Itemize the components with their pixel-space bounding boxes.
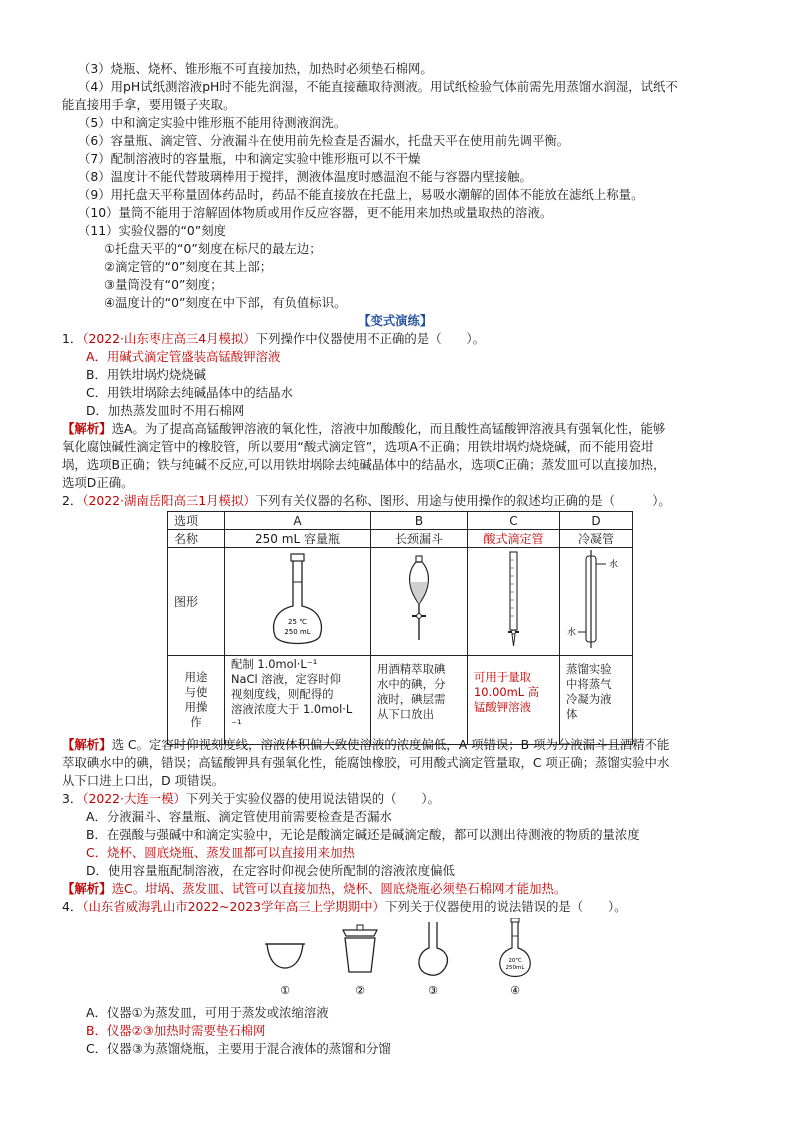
use-d <box>560 656 633 745</box>
water-out-label: 水 <box>609 560 619 570</box>
q4-number: 4． <box>62 899 83 914</box>
zero-mark-3: ③量筒没有“0”刻度； <box>104 277 223 292</box>
q3-option-a: A．分液漏斗、容量瓶、滴定管使用前需要检查是否漏水 <box>86 809 392 824</box>
q2-source: （2022·湖南岳阳高三1月模拟） <box>82 493 256 508</box>
q1-analysis-2: 氧化腐蚀碱性滴定管中的橡胶管，所以要用“酸式滴定管”，选项A不正确；用铁坩埚灼烧烧碱，而不能用瓷坩 <box>62 439 654 454</box>
q4-stem: 下列关于仪器使用的说法错误的是（ ）。 <box>384 899 627 914</box>
flask4-label-temp: 20℃ <box>508 958 522 964</box>
q2-stem-line <box>62 493 671 509</box>
water-in-label: 水 <box>567 628 577 638</box>
note-11: （11）实验仪器的“0”刻度 <box>78 223 227 238</box>
use-label-3: 用操 <box>184 700 208 714</box>
use-b-line: 用酒精萃取碘 <box>377 662 446 676</box>
note-6: （6）容量瓶、滴定管、分液漏斗在使用前先检查是否漏水，托盘天平在使用前先调平衡。 <box>78 133 570 148</box>
q1-analysis-1 <box>62 421 665 437</box>
note-10: （10）量筒不能用于溶解固体物质或用作反应容器，更不能用来加热或量取热的溶液。 <box>78 205 553 220</box>
name-c: 酸式滴定管 <box>468 530 560 548</box>
note-4b: 能直接用手拿，要用镊子夹取。 <box>62 97 236 112</box>
q1-analysis-3: 埚，选项B正确；铁与纯碱不反应,可以用铁坩埚除去纯碱晶体中的结晶水，选项C正确；蒸发皿可以直接加热， <box>62 457 666 472</box>
q4-stem-line <box>62 899 627 915</box>
col-c-header: C <box>468 512 560 530</box>
q1-option-b: B．用铁坩埚灼烧烧碱 <box>86 367 207 382</box>
use-a-line: NaCl 溶液，定容时仰 <box>231 672 341 686</box>
table-row-use <box>168 656 633 745</box>
q3-option-d: D．使用容量瓶配制溶液，在定容时仰视会使所配制的溶液浓度偏低 <box>86 863 455 878</box>
q1-number: 1． <box>62 331 83 346</box>
q4-source: （山东省威海乳山市2022~2023学年高三上学期期中） <box>82 899 385 914</box>
note-9: （9）用托盘天平称量固体药品时，药品不能直接放在托盘上，易吸水潮解的固体不能放在滤纸上称量。 <box>78 187 644 202</box>
q1-source: （2022·山东枣庄高三4月模拟） <box>82 331 256 346</box>
use-label-4: 作 <box>190 715 202 729</box>
table-row-option <box>168 512 633 530</box>
col-a-header: A <box>225 512 371 530</box>
q2-number: 2． <box>62 493 83 508</box>
q1-analysis-4: 选项D正确。 <box>62 475 134 490</box>
use-a-line: 溶液浓度大于 1.0mol·L <box>231 702 353 716</box>
q3-analysis-1 <box>62 881 566 897</box>
use-c-line: 可用于量取 <box>474 670 531 684</box>
burette-icon <box>474 548 553 652</box>
q3-analysis-text-1: 选C。坩埚、蒸发皿、试管可以直接加热，烧杯、圆底烧瓶必须垫石棉网才能加热。 <box>111 881 567 896</box>
q4-option-c: C．仪器③为蒸馏烧瓶，主要用于混合液体的蒸馏和分馏 <box>86 1041 391 1056</box>
note-3: （3）烧瓶、烧杯、锥形瓶不可直接加热，加热时必须垫石棉网。 <box>78 61 433 76</box>
section-title: 【变式演练】 <box>358 313 433 328</box>
crucible-icon <box>343 925 377 972</box>
use-d-line: 中将蒸气 <box>566 677 612 691</box>
q3-stem: 下列关于实验仪器的使用说法错误的（ ）。 <box>185 791 440 806</box>
figure-a-cell <box>225 548 371 656</box>
q1-option-d: D．加热蒸发皿时不用石棉网 <box>86 403 245 418</box>
round-bottom-flask-icon <box>419 922 447 975</box>
use-a-line: 配制 1.0mol·L⁻¹ <box>231 657 318 671</box>
flask4-label-vol: 250mL <box>505 965 525 971</box>
q3-option-c: C．烧杯、圆底烧瓶、蒸发皿都可以直接用来加热 <box>86 845 355 860</box>
name-a: 250 mL 容量瓶 <box>225 530 371 548</box>
figure-c-cell <box>468 548 560 656</box>
q1-option-a: A．用碱式滴定管盛装高锰酸钾溶液 <box>86 349 281 364</box>
q3-number: 3． <box>62 791 83 806</box>
use-c <box>468 656 560 745</box>
zero-mark-2: ②滴定管的“0”刻度在其上部； <box>104 259 273 274</box>
name-d: 冷凝管 <box>560 530 633 548</box>
separatory-funnel-icon <box>377 548 461 652</box>
q3-analysis-tag: 【解析】 <box>62 881 112 896</box>
use-c-line: 锰酸钾溶液 <box>474 700 531 714</box>
note-8: （8）温度计不能代替玻璃棒用于搅拌，测液体温度时感温泡不能与容器内壁接触。 <box>78 169 532 184</box>
use-b-line: 液时，碘层需 <box>377 692 446 706</box>
instrument-label-3: ③ <box>428 984 438 997</box>
use-d-line: 蒸馏实验 <box>566 662 612 676</box>
q1-analysis-text-1: 选A。为了提高高锰酸钾溶液的氧化性，溶液中加酸酸化，而且酸性高锰酸钾溶液具有强氧化性，能够 <box>111 421 666 436</box>
use-label-1: 用途 <box>184 670 208 684</box>
condenser-icon <box>566 548 626 652</box>
q4-option-b: B．仪器②③加热时需要垫石棉网 <box>86 1023 266 1038</box>
evaporating-dish-icon <box>265 944 305 968</box>
q1-stem: 下列操作中仪器使用不正确的是（ ）。 <box>255 331 485 346</box>
use-d-line: 体 <box>566 707 578 721</box>
note-7: （7）配制溶液时的容量瓶，中和滴定实验中锥形瓶可以不干燥 <box>78 151 421 166</box>
flask-a-label-temp: 25 ℃ <box>288 618 307 626</box>
q2-analysis-1 <box>62 737 669 753</box>
note-5: （5）中和滴定实验中锥形瓶不能用待测液润洗。 <box>78 115 347 130</box>
q3-stem-line <box>62 791 440 807</box>
q2-analysis-3: 从下口进上口出，D 项错误。 <box>62 773 225 788</box>
zero-mark-4: ④温度计的“0”刻度在中下部，有负值标识。 <box>104 295 347 310</box>
use-c-line: 10.00mL 高 <box>474 685 540 699</box>
row-label-figure: 图形 <box>168 548 225 656</box>
table-row-name <box>168 530 633 548</box>
q2-analysis-tag: 【解析】 <box>62 737 112 752</box>
q2-analysis-text-1: 选 C。定容时仰视刻度线，溶液体积偏大致使溶液的浓度偏低，A 项错误；B 项为分液漏斗且酒精不能 <box>111 737 670 752</box>
flask-a-label-vol: 250 mL <box>284 628 311 636</box>
q3-source: （2022·大连一模） <box>82 791 186 806</box>
use-b <box>371 656 468 745</box>
zero-mark-1: ①托盘天平的“0”刻度在标尺的最左边； <box>104 241 322 256</box>
q3-option-b: B．在强酸与强碱中和滴定实验中，无论是酸滴定碱还是碱滴定酸，都可以测出待测液的物质的量浓度 <box>86 827 640 842</box>
note-4a: （4）用pH试纸测溶液pH时不能先润湿，不能直接蘸取待测液。用试纸检验气体前需先用蒸馏水润湿，试纸不 <box>78 79 678 94</box>
col-b-header: B <box>371 512 468 530</box>
volumetric-flask-icon <box>231 548 364 652</box>
use-b-line: 从下口放出 <box>377 707 434 721</box>
use-d-line: 冷凝为液 <box>566 692 612 706</box>
use-a-line: ⁻¹ <box>231 717 242 731</box>
instrument-label-1: ① <box>280 984 290 997</box>
instrument-label-2: ② <box>355 984 365 997</box>
figure-d-cell <box>560 548 633 656</box>
q4-option-a: A．仪器①为蒸发皿，可用于蒸发或浓缩溶液 <box>86 1005 329 1020</box>
instrument-table <box>167 511 633 745</box>
name-b: 长颈漏斗 <box>371 530 468 548</box>
col-d-header: D <box>560 512 633 530</box>
q2-analysis-2: 萃取碘水中的碘，错误；高锰酸钾具有强氧化性，能腐蚀橡胶，可用酸式滴定管量取，C 项正确；蒸馏实验中水 <box>62 755 670 770</box>
table-row-figure <box>168 548 633 656</box>
use-a-line: 视刻度线，则配得的 <box>231 687 334 701</box>
row-label-name: 名称 <box>168 530 225 548</box>
q2-stem: 下列有关仪器的名称、图形、用途与使用操作的叙述均正确的是（ ）。 <box>255 493 671 508</box>
q4-instruments-figure <box>255 918 555 998</box>
q1-analysis-tag: 【解析】 <box>62 421 112 436</box>
instrument-label-4: ④ <box>510 984 520 997</box>
q1-stem-line <box>62 331 485 347</box>
figure-b-cell <box>371 548 468 656</box>
q1-option-c: C．用铁坩埚除去纯碱晶体中的结晶水 <box>86 385 293 400</box>
volumetric-flask-icon <box>500 918 530 977</box>
use-label-2: 与使 <box>184 685 208 699</box>
row-label-option: 选项 <box>168 512 225 530</box>
use-b-line: 水中的碘，分 <box>377 677 446 691</box>
row-label-use <box>168 656 225 745</box>
use-a <box>225 656 371 745</box>
